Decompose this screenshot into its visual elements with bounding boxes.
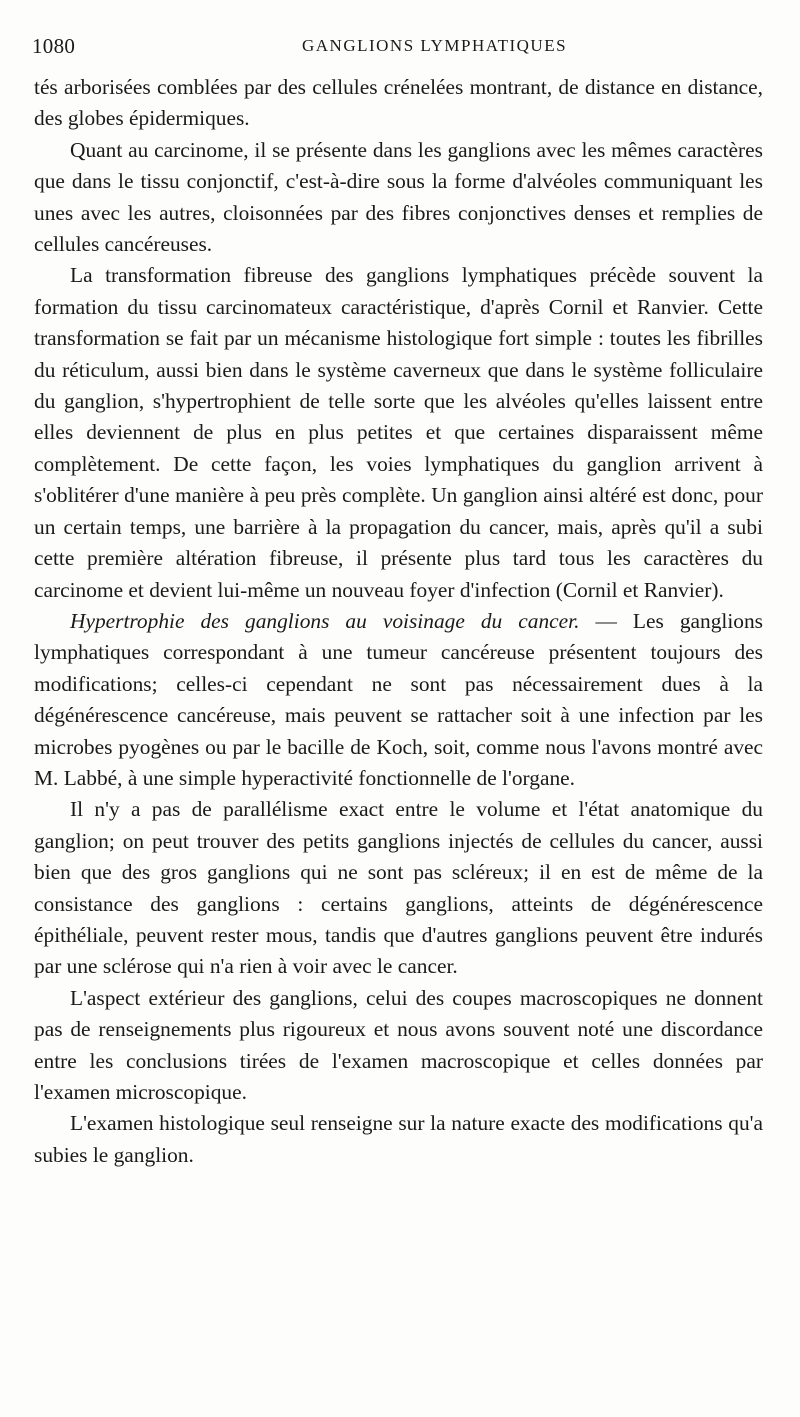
paragraph-text: L'aspect extérieur des ganglions, celui des coupes macroscopiques ne donnent pas de renseignements plus rigoureux et nous avons souvent noté une discordance entre les conclusions tirées de l'examen macroscopique et celles données par l'examen microscopique. bbox=[34, 985, 763, 1104]
paragraph-transformation-fibreuse bbox=[34, 260, 763, 605]
paragraph-examen-histologique bbox=[34, 1108, 763, 1171]
paragraph-text: Quant au carcinome, il se présente dans les ganglions avec les mêmes caractères que dans le tissu conjonctif, c'est-à-dire sous la forme d'alvéoles communiquant les unes avec les autres, cloisonnées par des fibres conjonctives denses et remplies de cellules cancéreuses. bbox=[34, 137, 763, 257]
paragraph-text: L'examen histologique seul renseigne sur la nature exacte des modifications qu'a subies le ganglion. bbox=[34, 1111, 763, 1167]
paragraph-parallelisme bbox=[34, 794, 763, 982]
paragraph-carcinome bbox=[34, 135, 763, 261]
page-header bbox=[32, 34, 768, 62]
page-number: 1080 bbox=[32, 34, 76, 58]
paragraph-text: — Les ganglions lymphatiques correspondant à une tumeur cancéreuse présentent toujours des modifications; celles-ci cependant ne sont pas nécessairement dues à la dégénérescence cancéreuse, mais peuvent se rattacher soit à une infection par les microbes pyogènes ou par le bacille de Koch, soit, comme nous l'avons montré avec M. Labbé, à une simple hyperactivité fonctionnelle de l'organe. bbox=[34, 608, 763, 790]
section-lead-heading: Hypertrophie des ganglions au voisinage du cancer. bbox=[70, 608, 580, 633]
paragraph-aspect-exterieur bbox=[34, 983, 763, 1109]
running-head: GANGLIONS LYMPHATIQUES bbox=[302, 36, 568, 55]
body-text bbox=[34, 72, 763, 1171]
paragraph-hypertrophie bbox=[34, 606, 763, 794]
paragraph-continuation bbox=[34, 72, 763, 135]
paragraph-text: tés arborisées comblées par des cellules crénelées montrant, de distance en distance, des globes épidermiques. bbox=[34, 75, 763, 131]
paragraph-text: La transformation fibreuse des ganglions lymphatiques précède souvent la formation du tissu carcinomateux caractéristique, d'après Cornil et Ranvier. Cette transformation se fait par un mécanisme histologique fort simple : toutes les fibrilles du réticulum, aussi bien dans le système caverneux que dans le système folliculaire du ganglion, s'hypertrophient de telle sorte que les alvéoles qu'elles laissent entre elles deviennent de plus en plus petites et que certaines disparaissent même complètement. De cette façon, les voies lymphatiques du ganglion arrivent à s'oblitérer d'une manière à peu près complète. Un ganglion ainsi altéré est donc, pour un certain temps, une barrière à la propagation du cancer, mais, après qu'il a subi cette première altération fibreuse, il présente plus tard tous les caractères du carcinome et devient lui-même un nouveau foyer d'infection (Cornil et Ranvier). bbox=[34, 263, 763, 602]
paragraph-text: Il n'y a pas de parallélisme exact entre le volume et l'état anatomique du ganglion; on peut trouver des petits ganglions injectés de cellules du cancer, aussi bien que des gros ganglions qui ne sont pas scléreux; il en est de même de la consistance des ganglions : certains ganglions, atteints de dégénérescence épithéliale, peuvent rester mous, tandis que d'autres ganglions peuvent être indurés par une sclérose qui n'a rien à voir avec le cancer. bbox=[34, 797, 763, 979]
